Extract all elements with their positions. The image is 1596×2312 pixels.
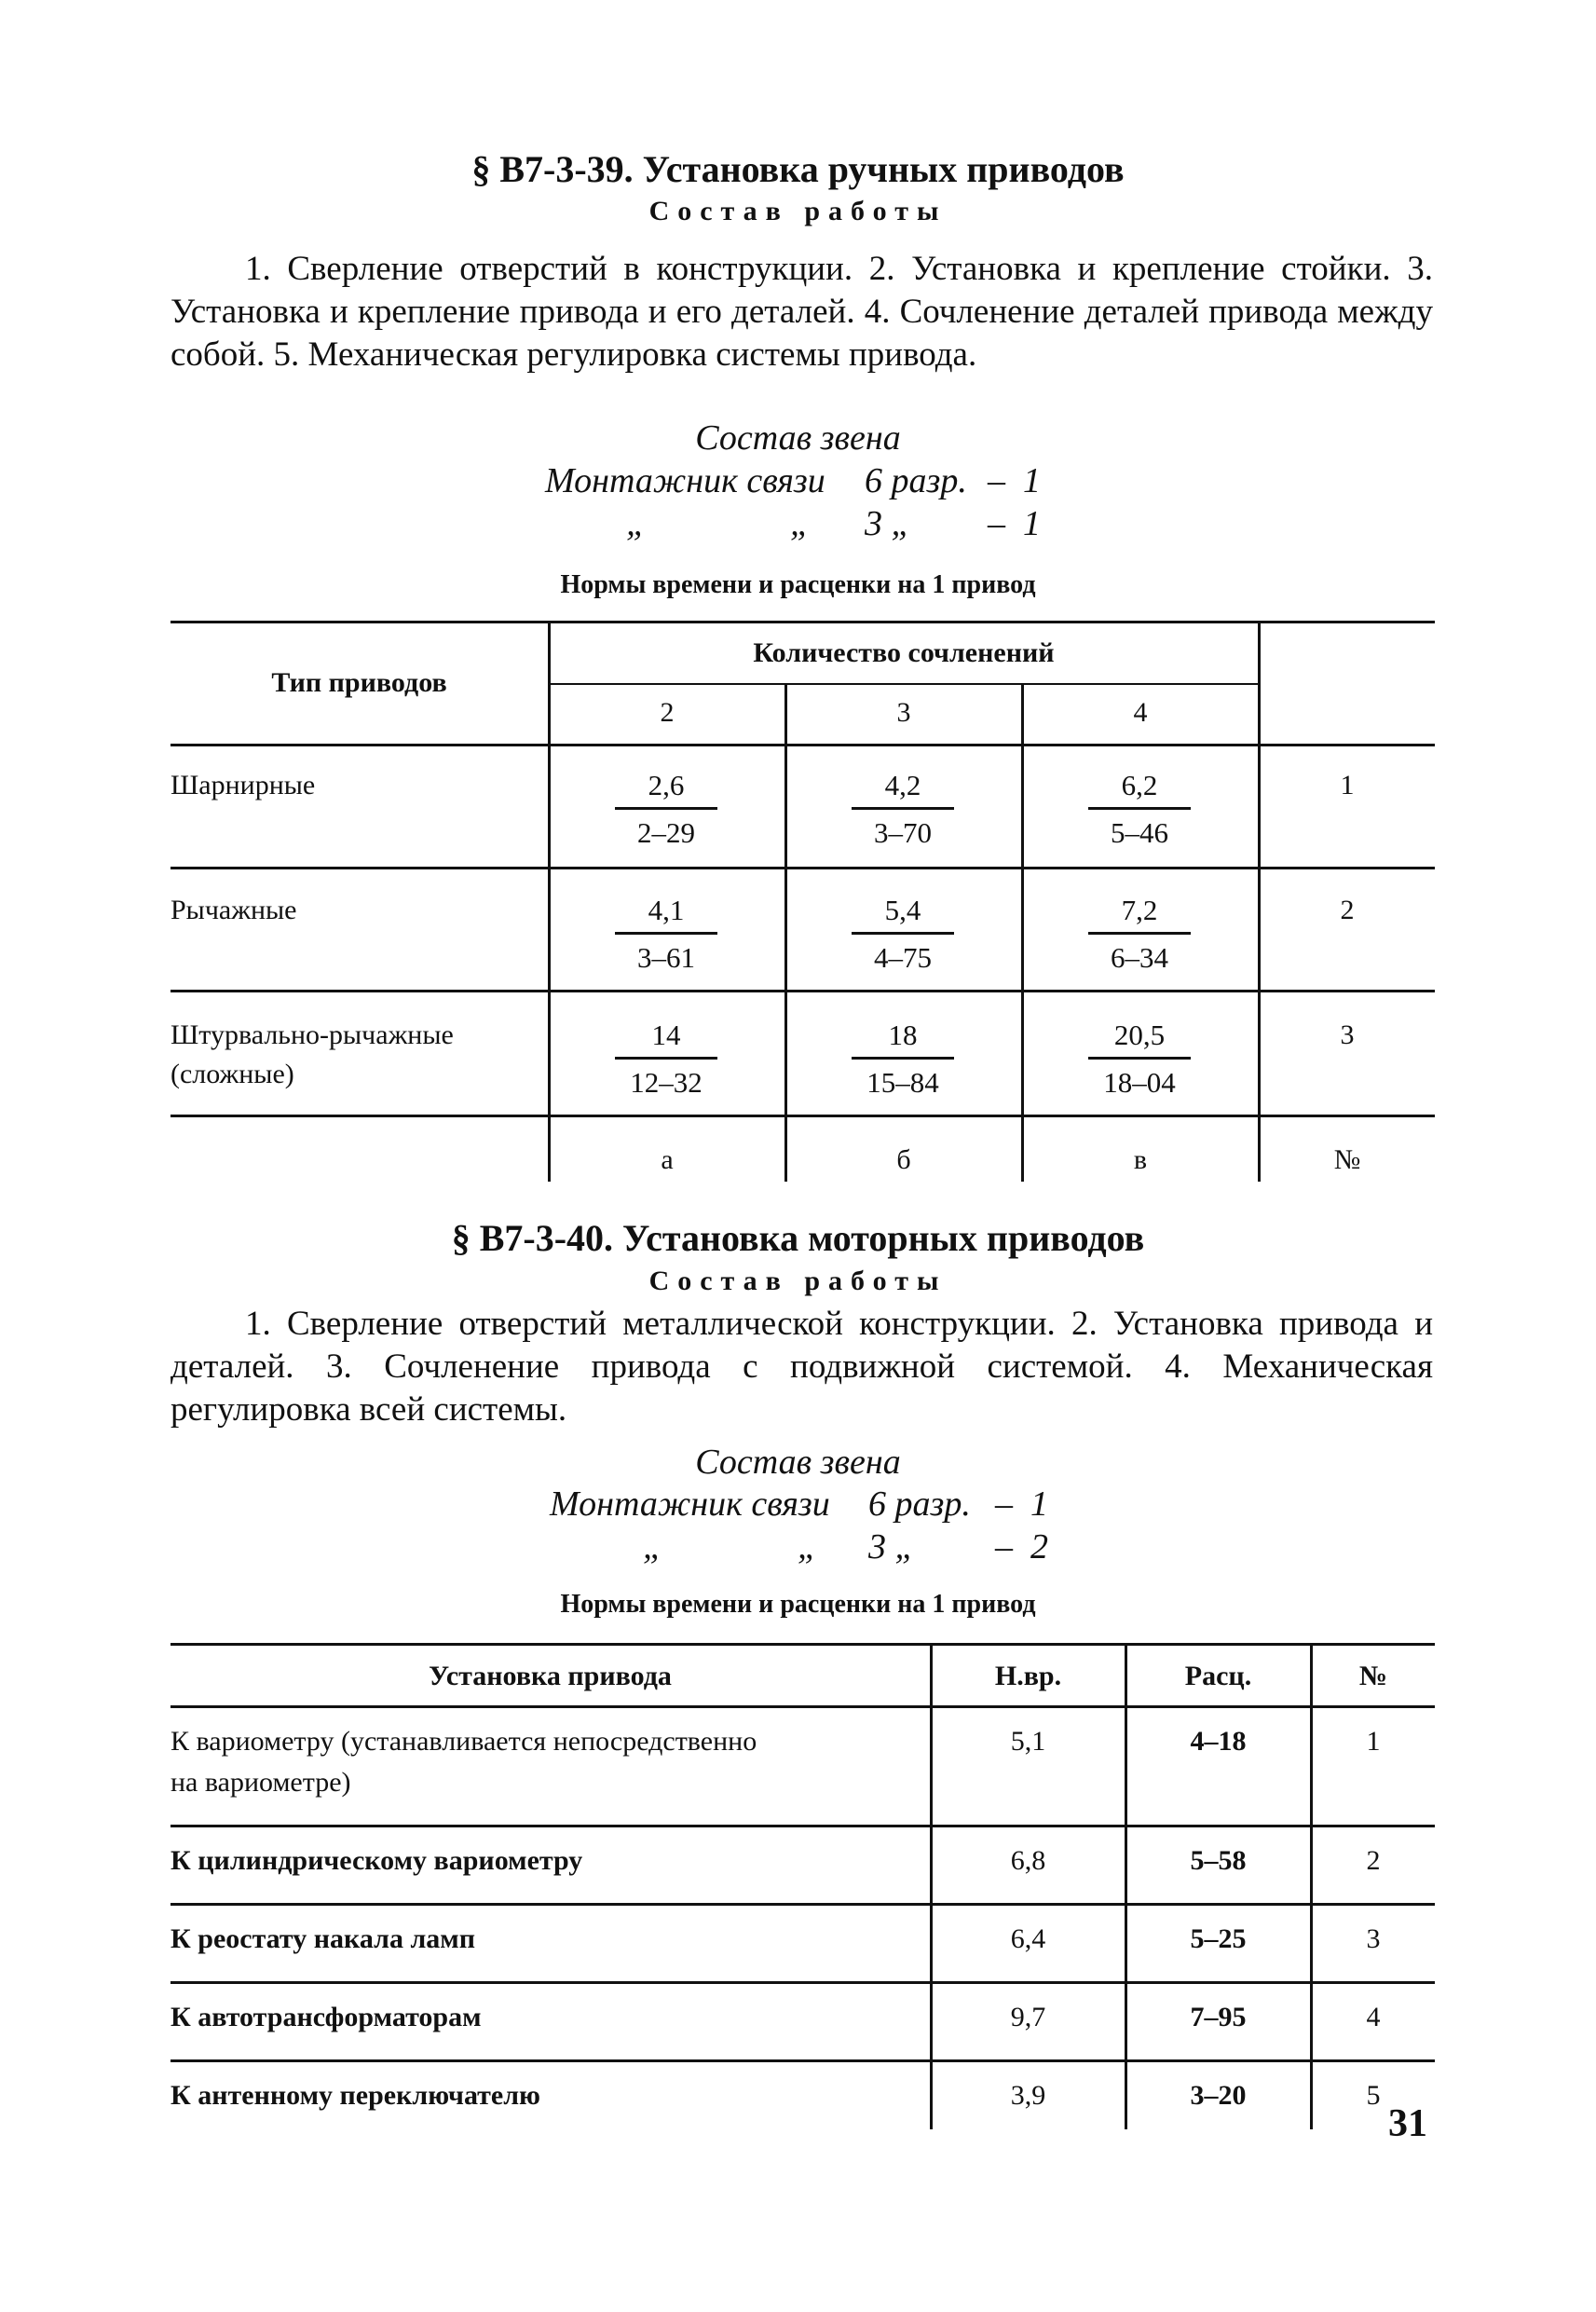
price-rate: 5–58: [1190, 1845, 1247, 1876]
table-rule: [171, 744, 1435, 746]
crew-grade: 6 разр.: [865, 461, 967, 500]
fraction-bar: [852, 932, 954, 935]
table-rule: [171, 1115, 1435, 1117]
row-drive-label: К антенному переключателю: [171, 2080, 540, 2111]
table-rule: [1021, 683, 1024, 1182]
column-header: 4: [1133, 697, 1148, 728]
section-40-work-text: [171, 1303, 1433, 1431]
time-norm: 6,4: [1010, 1923, 1046, 1954]
price-rate: 5–46: [1111, 816, 1168, 849]
time-norm: 9,7: [1010, 2002, 1046, 2032]
crew-dash: –: [988, 504, 1005, 543]
column-header: Установка привода: [429, 1661, 672, 1691]
fraction-bar: [615, 1057, 717, 1060]
crew-count: 1: [1030, 1484, 1048, 1524]
row-number: 4: [1366, 2002, 1381, 2032]
row-number: 1: [1340, 770, 1355, 800]
section-39-work-text: [171, 248, 1433, 376]
time-norm: 6,2: [1121, 769, 1158, 801]
crew-ditto: „: [790, 504, 811, 543]
price-rate: 12–32: [630, 1066, 703, 1099]
row-type-label: Штурвально-рычажные: [171, 1019, 454, 1050]
row-number: 3: [1366, 1923, 1381, 1954]
crew-ditto: „: [626, 504, 647, 543]
time-norm: 5,1: [1010, 1726, 1046, 1757]
price-rate: 3–20: [1190, 2080, 1247, 2111]
time-norm: 20,5: [1113, 1019, 1166, 1051]
time-norm: 2,6: [648, 769, 685, 801]
rate-cell: [852, 766, 954, 853]
rate-cell: [852, 891, 954, 978]
column-header: 3: [896, 697, 911, 728]
price-rate: 3–70: [874, 816, 932, 849]
column-header: Расц.: [1184, 1661, 1252, 1691]
fraction-bar: [852, 1057, 954, 1060]
section-40-title: § В7-3-40. Установка моторных приводов: [451, 1217, 1145, 1259]
price-rate: 4–18: [1190, 1726, 1247, 1757]
rate-cell: [1088, 766, 1191, 853]
crew-dash: –: [988, 461, 1005, 500]
section-40-subtitle: Состав работы: [648, 1265, 948, 1296]
column-letter: №: [1333, 1144, 1361, 1175]
fraction-bar: [1088, 932, 1191, 935]
row-number: 3: [1340, 1019, 1355, 1050]
time-norm: 6,8: [1010, 1845, 1046, 1876]
row-type-label: Рычажные: [171, 895, 297, 925]
table-rule: [171, 1825, 1435, 1827]
row-number: 2: [1340, 895, 1355, 925]
crew-grade: 6 разр.: [868, 1484, 971, 1524]
crew-grade: 3 „: [865, 504, 911, 543]
row-drive-label: К автотрансформаторам: [171, 2002, 482, 2032]
price-rate: 7–95: [1190, 2002, 1247, 2032]
table-rule: [171, 621, 1435, 623]
rate-cell: [1088, 1016, 1191, 1102]
crew-grade: 3 „: [868, 1527, 915, 1566]
column-letter: б: [896, 1144, 911, 1175]
table-rule: [171, 1643, 1435, 1646]
column-header: Н.вр.: [994, 1661, 1062, 1691]
column-header: Тип приводов: [271, 667, 447, 698]
section-39-title: § В7-3-39. Установка ручных приводов: [471, 148, 1125, 190]
rate-cell: [1088, 891, 1191, 978]
time-norm: 7,2: [1121, 894, 1158, 926]
section-40-norm-caption: Нормы времени и расценки на 1 привод: [560, 1590, 1036, 1619]
work-paragraph: 1. Сверление отверстий в конструкции. 2. Установка и крепление стойки. 3. Установка и крепление привода и его деталей. 4. Сочленение деталей привода между собой. 5. Механическая регулировка системы привода.: [171, 250, 1433, 374]
price-rate: 5–25: [1190, 1923, 1247, 1954]
row-number: 2: [1366, 1845, 1381, 1876]
crew-ditto: „: [798, 1527, 818, 1566]
price-rate: 4–75: [874, 941, 932, 974]
time-norm: 3,9: [1010, 2080, 1046, 2111]
column-letter: в: [1133, 1144, 1148, 1175]
time-norm: 5,4: [884, 894, 921, 926]
price-rate: 6–34: [1111, 941, 1168, 974]
price-rate: 18–04: [1103, 1066, 1176, 1099]
table-rule: [171, 1903, 1435, 1906]
time-norm: 4,1: [648, 894, 685, 926]
time-norm: 18: [888, 1019, 918, 1051]
section-40-crew-title: Состав звена: [695, 1443, 901, 1482]
crew-ditto: „: [643, 1527, 663, 1566]
row-drive-label: К вариометру (устанавливается непосредственно: [171, 1726, 757, 1757]
table-rule: [171, 867, 1435, 869]
table-rule: [550, 683, 1260, 685]
fraction-bar: [1088, 1057, 1191, 1060]
fraction-bar: [615, 807, 717, 810]
table-rule: [171, 1705, 1435, 1708]
crew-dash: –: [995, 1527, 1013, 1566]
rate-cell: [615, 891, 717, 978]
fraction-bar: [852, 807, 954, 810]
crew-dash: –: [995, 1484, 1013, 1524]
price-rate: 2–29: [637, 816, 695, 849]
crew-role: Монтажник связи: [545, 461, 825, 500]
table-rule: [171, 2059, 1435, 2062]
row-drive-label-continued: на вариометре): [171, 1767, 351, 1798]
table-rule: [1310, 1643, 1313, 2129]
rate-cell: [615, 1016, 717, 1102]
section-39-subtitle: Состав работы: [648, 196, 948, 226]
column-letter: а: [661, 1144, 674, 1175]
column-header: №: [1358, 1661, 1388, 1691]
rate-cell: [615, 766, 717, 853]
crew-role: Монтажник связи: [550, 1484, 830, 1524]
fraction-bar: [615, 932, 717, 935]
crew-count: 2: [1030, 1527, 1048, 1566]
row-drive-label: К реостату накала ламп: [171, 1923, 475, 1954]
row-drive-label: К цилиндрическому вариометру: [171, 1845, 583, 1876]
time-norm: 14: [651, 1019, 681, 1051]
row-type-label-continued: (сложные): [171, 1059, 294, 1089]
table-rule: [1125, 1643, 1127, 2129]
table-rule: [784, 683, 787, 1182]
crew-count: 1: [1023, 461, 1041, 500]
fraction-bar: [1088, 807, 1191, 810]
crew-count: 1: [1023, 504, 1041, 543]
page-number: 31: [1388, 2102, 1427, 2145]
table-rule: [171, 1981, 1435, 1984]
table-rule: [171, 990, 1435, 992]
price-rate: 3–61: [637, 941, 695, 974]
table-rule: [930, 1643, 933, 2129]
time-norm: 4,2: [884, 769, 921, 801]
row-number: 1: [1366, 1726, 1381, 1757]
column-group-header: Количество сочленений: [753, 637, 1055, 668]
price-rate: 15–84: [866, 1066, 939, 1099]
work-paragraph: 1. Сверление отверстий металлической конструкции. 2. Установка привода и деталей. 3. Сочленение привода с подвижной системой. 4. Механическая регулировка всей системы.: [171, 1305, 1433, 1429]
row-number: 5: [1366, 2080, 1381, 2111]
rate-cell: [852, 1016, 954, 1102]
row-type-label: Шарнирные: [171, 770, 316, 800]
section-39-crew-title: Состав звена: [695, 418, 901, 458]
column-header: 2: [660, 697, 675, 728]
section-39-norm-caption: Нормы времени и расценки на 1 привод: [560, 570, 1036, 599]
